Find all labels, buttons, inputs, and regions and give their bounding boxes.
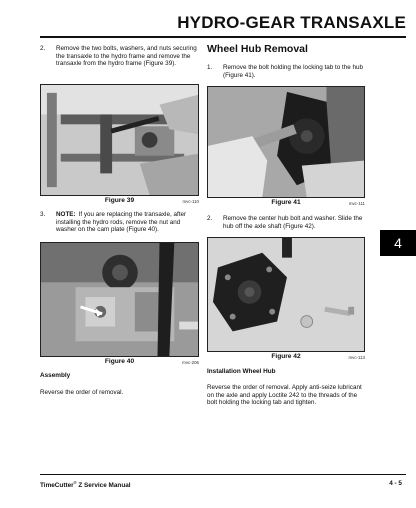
step-3-note (40, 211, 200, 234)
step-number: 3. (40, 211, 46, 218)
figure-42-code: mvc-113 (348, 355, 365, 360)
installation-text: Reverse the order of removal. Apply anti-seize lubricant on the axle and apply Loctite 242 to the threads of the bolt holding the locking tab and tighten. (207, 384, 362, 407)
registered-mark: ® (73, 480, 77, 485)
manual-suffix: Z Service Manual (76, 482, 131, 490)
step-number: 2. (207, 215, 213, 222)
note-label: NOTE: (56, 211, 76, 218)
step-2-remove-bolts (40, 45, 200, 68)
header-rule (40, 36, 406, 38)
chapter-tab: 4 (380, 230, 416, 256)
step-1-remove-bolt (207, 64, 367, 79)
step-text (56, 211, 200, 234)
step-text: Remove the two bolts, washers, and nuts securing the transaxle to the hydro frame and remove the transaxle from the hydro frame (Figure 39). (56, 45, 197, 68)
wheel-hub-removal-heading: Wheel Hub Removal (207, 43, 308, 55)
figure-42-photo (207, 237, 365, 352)
figure-42-caption: Figure 42 (271, 353, 301, 360)
step-text: Remove the center hub bolt and washer. Slide the hub off the axle shaft (Figure 42). (223, 215, 363, 230)
installation-heading: Installation Wheel Hub (207, 368, 276, 375)
figure-40-photo (40, 242, 199, 357)
footer-rule (40, 474, 406, 475)
page-header-title: HYDRO-GEAR TRANSAXLE (177, 13, 406, 32)
manual-name: TimeCutter (40, 482, 74, 490)
assembly-heading: Assembly (40, 372, 71, 379)
step-2-remove-hub-bolt (207, 215, 367, 230)
figure-40-code: mvc-206 (182, 360, 199, 365)
step-text: Remove the bolt holding the locking tab to the hub (Figure 41). (223, 64, 364, 79)
footer-page-number: 4 - 5 (389, 480, 402, 487)
figure-41-photo (207, 86, 365, 198)
figure-40-caption: Figure 40 (104, 358, 135, 365)
figure-41-code: mvc-111 (348, 201, 365, 206)
figure-39-code: mvc-110 (182, 199, 199, 204)
assembly-text: Reverse the order of removal. (40, 389, 124, 396)
note-text: If you are replacing the transaxle, after installing the hydro rods, remove the nut and washer on the cam plate (Figure 40). (56, 211, 187, 234)
figure-39-photo (40, 84, 199, 196)
figure-39-caption: Figure 39 (104, 197, 135, 204)
step-number: 2. (40, 45, 46, 52)
figure-41-caption: Figure 41 (271, 199, 301, 206)
step-number: 1. (207, 64, 213, 71)
footer-manual-name (40, 480, 131, 489)
